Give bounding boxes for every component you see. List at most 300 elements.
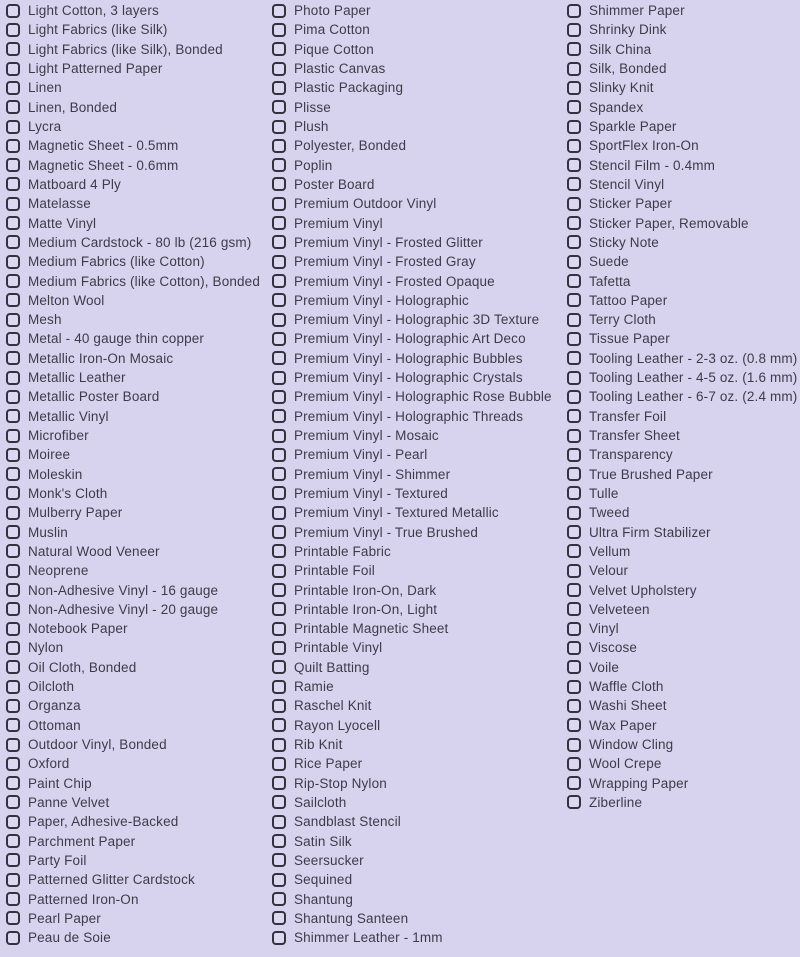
material-checkbox[interactable]: [567, 622, 581, 636]
material-row: [272, 78, 552, 97]
material-row: [6, 812, 260, 831]
material-checkbox[interactable]: [567, 795, 581, 809]
material-row: [6, 484, 260, 503]
material-row: [6, 233, 260, 252]
material-checkbox[interactable]: [272, 371, 286, 385]
material-row: [272, 812, 552, 831]
material-row: [6, 831, 260, 850]
material-label: Rib Knit: [294, 737, 343, 753]
material-checkbox[interactable]: [272, 815, 286, 829]
material-label: Panne Velvet: [28, 794, 110, 810]
material-checkbox[interactable]: [6, 274, 20, 288]
material-row: [6, 754, 260, 773]
material-row: [272, 754, 552, 773]
material-checkbox[interactable]: [6, 139, 20, 153]
material-checkbox[interactable]: [6, 660, 20, 674]
material-label: Stencil Film - 0.4mm: [589, 157, 716, 173]
material-label: Quilt Batting: [294, 659, 370, 675]
material-checkbox[interactable]: [6, 815, 20, 829]
material-checkbox[interactable]: [272, 486, 286, 500]
material-checkbox[interactable]: [6, 197, 20, 211]
material-checkbox[interactable]: [6, 486, 20, 500]
material-label: Rip-Stop Nylon: [294, 775, 387, 791]
material-checkbox[interactable]: [6, 100, 20, 114]
material-checkbox[interactable]: [567, 525, 581, 539]
material-label: Metallic Leather: [28, 370, 126, 386]
material-checkbox[interactable]: [567, 351, 581, 365]
material-row: [6, 445, 260, 464]
material-row: [272, 542, 552, 561]
material-checkbox[interactable]: [567, 448, 581, 462]
material-checkbox[interactable]: [272, 931, 286, 945]
material-checkbox[interactable]: [6, 81, 20, 95]
material-checkbox[interactable]: [272, 699, 286, 713]
material-checkbox[interactable]: [567, 216, 581, 230]
material-label: Silk China: [589, 41, 652, 57]
material-row: [6, 40, 260, 59]
material-checkbox[interactable]: [6, 544, 20, 558]
material-checkbox[interactable]: [567, 544, 581, 558]
material-label: Premium Vinyl - Frosted Opaque: [294, 273, 495, 289]
material-label: Shimmer Paper: [589, 3, 685, 19]
material-row: [567, 465, 797, 484]
material-label: Ultra Firm Stabilizer: [589, 524, 711, 540]
material-checkbox[interactable]: [272, 448, 286, 462]
material-label: Sticker Paper: [589, 196, 672, 212]
material-row: [6, 909, 260, 928]
material-label: Shimmer Leather - 1mm: [294, 930, 443, 946]
material-label: Linen: [28, 80, 62, 96]
material-row: [272, 271, 552, 290]
material-row: [6, 465, 260, 484]
material-checkbox[interactable]: [567, 81, 581, 95]
material-label: Rice Paper: [294, 756, 363, 772]
material-label: Velvet Upholstery: [589, 582, 697, 598]
material-checkbox[interactable]: [567, 235, 581, 249]
material-label: SportFlex Iron-On: [589, 138, 699, 154]
material-checkbox[interactable]: [272, 525, 286, 539]
material-label: Waffle Cloth: [589, 679, 664, 695]
material-checkbox[interactable]: [272, 738, 286, 752]
material-row: [272, 793, 552, 812]
material-row: [272, 696, 552, 715]
material-row: [567, 484, 797, 503]
material-checkbox[interactable]: [272, 81, 286, 95]
material-checkbox[interactable]: [272, 564, 286, 578]
material-checkbox[interactable]: [272, 892, 286, 906]
material-label: Matelasse: [28, 196, 91, 212]
material-checkbox[interactable]: [272, 351, 286, 365]
material-checkbox[interactable]: [6, 506, 20, 520]
material-row: [6, 677, 260, 696]
material-checkbox[interactable]: [567, 660, 581, 674]
material-row: [567, 291, 797, 310]
material-checkbox[interactable]: [6, 738, 20, 752]
material-checkbox[interactable]: [6, 313, 20, 327]
material-row: [567, 522, 797, 541]
material-checkbox[interactable]: [272, 911, 286, 925]
material-label: Natural Wood Veneer: [28, 543, 160, 559]
material-label: Window Cling: [589, 737, 674, 753]
material-label: Sticker Paper, Removable: [589, 215, 749, 231]
material-checkbox[interactable]: [6, 409, 20, 423]
material-checkbox[interactable]: [272, 429, 286, 443]
material-checkbox[interactable]: [567, 197, 581, 211]
material-row: [272, 465, 552, 484]
material-row: [272, 156, 552, 175]
material-checkbox[interactable]: [272, 544, 286, 558]
material-row: [272, 136, 552, 155]
material-row: [272, 677, 552, 696]
material-label: Nylon: [28, 640, 64, 656]
material-row: [6, 117, 260, 136]
material-row: [567, 677, 797, 696]
material-label: Suede: [589, 254, 629, 270]
material-checkbox[interactable]: [567, 177, 581, 191]
material-checkbox[interactable]: [272, 197, 286, 211]
material-label: Premium Vinyl - Holographic Bubbles: [294, 350, 523, 366]
material-label: Stencil Vinyl: [589, 176, 665, 192]
material-row: [567, 40, 797, 59]
material-row: [567, 542, 797, 561]
material-checkbox[interactable]: [6, 23, 20, 37]
material-label: Light Fabrics (like Silk), Bonded: [28, 41, 223, 57]
material-checkbox[interactable]: [6, 4, 20, 18]
material-checkbox[interactable]: [567, 100, 581, 114]
material-row: [6, 870, 260, 889]
material-label: Tooling Leather - 4-5 oz. (1.6 mm): [589, 370, 798, 386]
material-checkbox[interactable]: [567, 564, 581, 578]
material-label: Seersucker: [294, 852, 364, 868]
material-label: Transparency: [589, 447, 673, 463]
material-checkbox[interactable]: [6, 177, 20, 191]
material-label: Patterned Glitter Cardstock: [28, 872, 195, 888]
material-label: Tattoo Paper: [589, 292, 668, 308]
material-checkbox[interactable]: [272, 42, 286, 56]
material-checkbox[interactable]: [272, 120, 286, 134]
material-label: Matboard 4 Ply: [28, 176, 121, 192]
material-checkbox[interactable]: [6, 255, 20, 269]
material-checkbox[interactable]: [272, 873, 286, 887]
material-checkbox[interactable]: [272, 332, 286, 346]
material-label: Metallic Iron-On Mosaic: [28, 350, 174, 366]
material-row: [567, 156, 797, 175]
material-checkbox[interactable]: [6, 873, 20, 887]
material-checkbox[interactable]: [272, 680, 286, 694]
material-label: Premium Vinyl - Holographic Crystals: [294, 370, 523, 386]
material-row: [567, 175, 797, 194]
material-checkbox[interactable]: [567, 274, 581, 288]
material-row: [272, 522, 552, 541]
material-label: Transfer Foil: [589, 408, 667, 424]
material-row: [272, 98, 552, 117]
material-checkbox[interactable]: [6, 718, 20, 732]
material-checkbox[interactable]: [567, 467, 581, 481]
material-label: Premium Vinyl - Mosaic: [294, 428, 439, 444]
material-checkbox[interactable]: [6, 776, 20, 790]
material-label: Patterned Iron-On: [28, 891, 139, 907]
material-checkbox[interactable]: [6, 293, 20, 307]
material-checkbox[interactable]: [567, 390, 581, 404]
material-label: Wax Paper: [589, 717, 657, 733]
material-checkbox[interactable]: [567, 680, 581, 694]
material-checkbox[interactable]: [567, 602, 581, 616]
material-checkbox[interactable]: [6, 216, 20, 230]
material-checkbox[interactable]: [567, 776, 581, 790]
material-checkbox[interactable]: [567, 371, 581, 385]
material-checkbox[interactable]: [567, 429, 581, 443]
material-checkbox[interactable]: [567, 42, 581, 56]
material-checkbox[interactable]: [567, 409, 581, 423]
material-checkbox[interactable]: [272, 660, 286, 674]
material-row: [272, 40, 552, 59]
material-label: Photo Paper: [294, 3, 371, 19]
material-label: Plush: [294, 119, 329, 135]
material-label: Polyester, Bonded: [294, 138, 407, 154]
material-checkbox[interactable]: [6, 892, 20, 906]
material-label: Medium Fabrics (like Cotton), Bonded: [28, 273, 260, 289]
material-label: Premium Vinyl - Pearl: [294, 447, 428, 463]
material-checkbox[interactable]: [6, 371, 20, 385]
material-checkbox[interactable]: [567, 718, 581, 732]
material-row: [567, 1, 797, 20]
material-checkbox[interactable]: [6, 795, 20, 809]
material-row: [6, 291, 260, 310]
material-label: Tafetta: [589, 273, 631, 289]
material-checkbox[interactable]: [567, 506, 581, 520]
material-row: [6, 20, 260, 39]
material-checkbox[interactable]: [272, 641, 286, 655]
material-label: Raschel Knit: [294, 698, 372, 714]
material-label: Premium Vinyl - Textured Metallic: [294, 505, 499, 521]
material-checkbox[interactable]: [272, 795, 286, 809]
material-checkbox[interactable]: [6, 158, 20, 172]
material-label: Tooling Leather - 2-3 oz. (0.8 mm): [589, 350, 798, 366]
material-row: [272, 368, 552, 387]
material-label: Tissue Paper: [589, 331, 670, 347]
material-checkbox[interactable]: [567, 699, 581, 713]
material-label: Peau de Soie: [28, 930, 111, 946]
material-checkbox[interactable]: [272, 235, 286, 249]
material-checkbox[interactable]: [272, 390, 286, 404]
material-checkbox[interactable]: [6, 62, 20, 76]
material-label: Viscose: [589, 640, 638, 656]
material-row: [567, 774, 797, 793]
materials-column-3: [567, 1, 797, 812]
material-checkbox[interactable]: [6, 525, 20, 539]
material-label: Velveteen: [589, 601, 650, 617]
material-checkbox[interactable]: [6, 351, 20, 365]
material-row: [272, 59, 552, 78]
material-row: [567, 600, 797, 619]
material-checkbox[interactable]: [272, 506, 286, 520]
material-row: [272, 638, 552, 657]
material-checkbox[interactable]: [272, 583, 286, 597]
material-checkbox[interactable]: [6, 834, 20, 848]
material-label: Moiree: [28, 447, 71, 463]
material-checkbox[interactable]: [567, 293, 581, 307]
material-label: Ottoman: [28, 717, 81, 733]
material-row: [272, 233, 552, 252]
material-row: [272, 503, 552, 522]
material-checkbox[interactable]: [272, 313, 286, 327]
material-checkbox[interactable]: [6, 911, 20, 925]
material-checkbox[interactable]: [6, 680, 20, 694]
material-row: [272, 194, 552, 213]
material-checkbox[interactable]: [272, 293, 286, 307]
material-checkbox[interactable]: [6, 332, 20, 346]
material-row: [272, 407, 552, 426]
material-row: [567, 793, 797, 812]
material-row: [272, 600, 552, 619]
material-row: [6, 136, 260, 155]
material-label: Microfiber: [28, 428, 89, 444]
material-label: Parchment Paper: [28, 833, 136, 849]
material-label: Poplin: [294, 157, 333, 173]
material-checkbox[interactable]: [272, 622, 286, 636]
material-label: Magnetic Sheet - 0.6mm: [28, 157, 179, 173]
material-label: Silk, Bonded: [589, 61, 667, 77]
material-label: Sailcloth: [294, 794, 347, 810]
material-checkbox[interactable]: [6, 429, 20, 443]
material-label: Light Patterned Paper: [28, 61, 163, 77]
material-checkbox[interactable]: [272, 718, 286, 732]
material-checkbox[interactable]: [567, 583, 581, 597]
material-label: Shantung Santeen: [294, 910, 409, 926]
material-checkbox[interactable]: [6, 622, 20, 636]
material-row: [567, 98, 797, 117]
material-checkbox[interactable]: [6, 757, 20, 771]
material-label: Premium Vinyl - Holographic Rose Bubble: [294, 389, 552, 405]
material-row: [567, 638, 797, 657]
material-checkbox[interactable]: [567, 23, 581, 37]
material-checkbox[interactable]: [272, 23, 286, 37]
material-checkbox[interactable]: [272, 853, 286, 867]
material-row: [6, 310, 260, 329]
material-checkbox[interactable]: [6, 448, 20, 462]
material-checkbox[interactable]: [6, 931, 20, 945]
material-label: Vinyl: [589, 621, 619, 637]
material-checkbox[interactable]: [6, 699, 20, 713]
material-label: Neoprene: [28, 563, 89, 579]
material-checkbox[interactable]: [272, 62, 286, 76]
material-checkbox[interactable]: [272, 776, 286, 790]
material-label: Sequined: [294, 872, 353, 888]
material-row: [567, 252, 797, 271]
material-checkbox[interactable]: [272, 139, 286, 153]
material-checkbox[interactable]: [272, 177, 286, 191]
material-row: [567, 503, 797, 522]
material-label: Mesh: [28, 312, 62, 328]
material-label: Premium Vinyl - Holographic 3D Texture: [294, 312, 540, 328]
material-checkbox[interactable]: [272, 158, 286, 172]
material-label: Medium Fabrics (like Cotton): [28, 254, 205, 270]
material-checkbox[interactable]: [567, 158, 581, 172]
material-label: Velour: [589, 563, 629, 579]
material-checkbox[interactable]: [567, 641, 581, 655]
material-label: Oxford: [28, 756, 70, 772]
material-label: Moleskin: [28, 466, 83, 482]
material-row: [567, 658, 797, 677]
material-checkbox[interactable]: [6, 120, 20, 134]
material-row: [6, 194, 260, 213]
material-row: [6, 78, 260, 97]
material-checkbox[interactable]: [567, 139, 581, 153]
material-label: Printable Iron-On, Dark: [294, 582, 437, 598]
material-checkbox[interactable]: [272, 409, 286, 423]
material-checkbox[interactable]: [6, 467, 20, 481]
material-checkbox[interactable]: [272, 602, 286, 616]
material-checkbox[interactable]: [272, 255, 286, 269]
material-row: [567, 735, 797, 754]
material-row: [6, 175, 260, 194]
material-row: [567, 136, 797, 155]
material-checkbox[interactable]: [272, 100, 286, 114]
material-checkbox[interactable]: [567, 738, 581, 752]
material-checkbox[interactable]: [6, 42, 20, 56]
material-row: [567, 329, 797, 348]
material-checkbox[interactable]: [567, 120, 581, 134]
material-label: Plastic Canvas: [294, 61, 386, 77]
material-row: [6, 696, 260, 715]
material-label: Premium Vinyl - Shimmer: [294, 466, 451, 482]
material-label: Sparkle Paper: [589, 119, 677, 135]
material-label: Printable Iron-On, Light: [294, 601, 438, 617]
material-checkbox[interactable]: [272, 757, 286, 771]
material-checkbox[interactable]: [272, 274, 286, 288]
material-label: Sandblast Stencil: [294, 814, 401, 830]
material-label: Pique Cotton: [294, 41, 374, 57]
material-label: Linen, Bonded: [28, 99, 118, 115]
material-checkbox[interactable]: [6, 853, 20, 867]
material-row: [272, 387, 552, 406]
material-checkbox[interactable]: [567, 313, 581, 327]
material-checkbox[interactable]: [6, 641, 20, 655]
material-label: Wool Crepe: [589, 756, 662, 772]
material-checkbox[interactable]: [567, 62, 581, 76]
material-checkbox[interactable]: [272, 4, 286, 18]
material-row: [6, 600, 260, 619]
material-checkbox[interactable]: [6, 602, 20, 616]
material-checkbox[interactable]: [6, 583, 20, 597]
material-row: [6, 542, 260, 561]
material-row: [6, 522, 260, 541]
material-row: [272, 213, 552, 232]
material-checkbox[interactable]: [272, 467, 286, 481]
material-row: [567, 78, 797, 97]
material-checkbox[interactable]: [567, 486, 581, 500]
material-checkbox[interactable]: [567, 757, 581, 771]
material-label: Sticky Note: [589, 234, 659, 250]
material-checkbox[interactable]: [272, 834, 286, 848]
material-checkbox[interactable]: [567, 255, 581, 269]
material-checkbox[interactable]: [272, 216, 286, 230]
material-label: Printable Magnetic Sheet: [294, 621, 449, 637]
material-label: Premium Vinyl - Frosted Gray: [294, 254, 476, 270]
material-row: [272, 252, 552, 271]
material-label: Ramie: [294, 679, 334, 695]
material-row: [272, 851, 552, 870]
material-checkbox[interactable]: [6, 390, 20, 404]
material-label: True Brushed Paper: [589, 466, 713, 482]
material-row: [6, 561, 260, 580]
material-checkbox[interactable]: [6, 564, 20, 578]
material-checkbox[interactable]: [567, 332, 581, 346]
material-checkbox[interactable]: [6, 235, 20, 249]
material-row: [567, 580, 797, 599]
material-checkbox[interactable]: [567, 4, 581, 18]
material-row: [6, 59, 260, 78]
